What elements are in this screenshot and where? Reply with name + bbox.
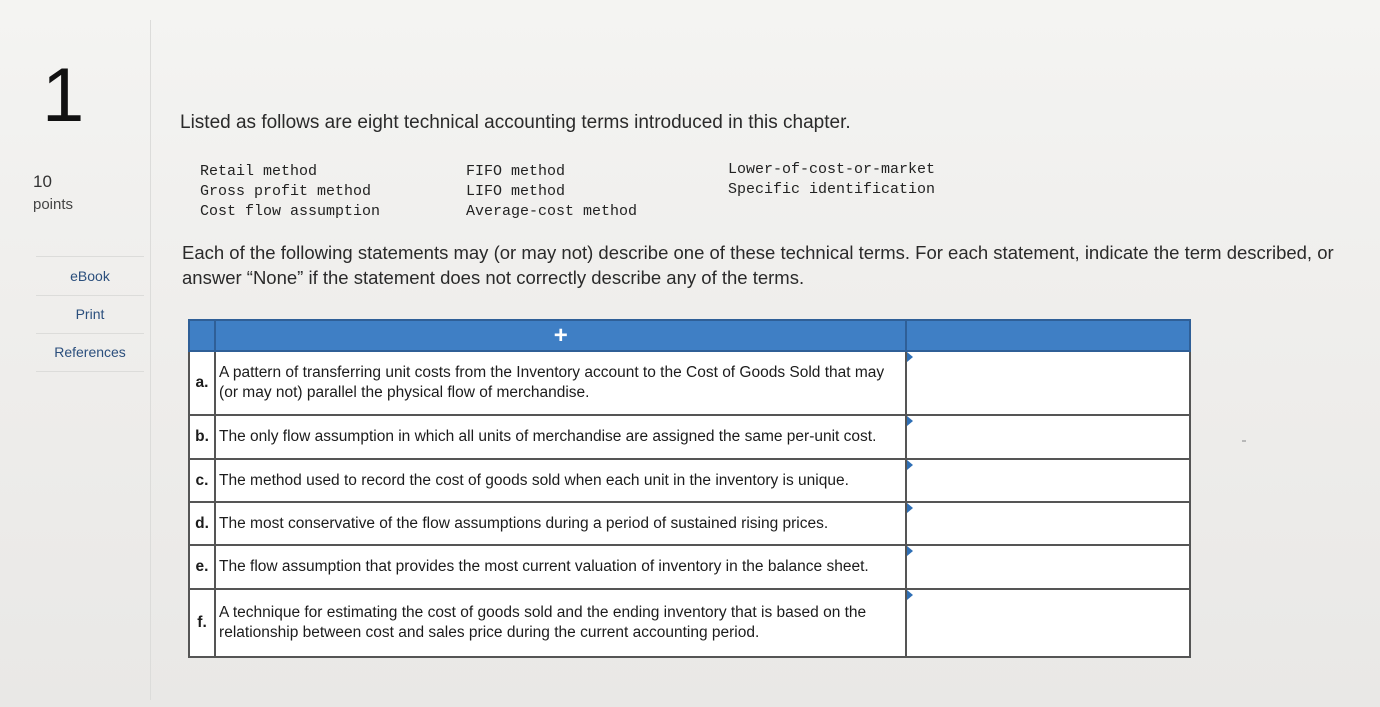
table-row [189,415,1190,459]
row-statement: A pattern of transferring unit costs from the Inventory account to the Cost of Goods Sold that may (or may not) parallel the physical flow of merchandise. [215,351,906,415]
answer-dropdown[interactable] [906,459,1190,502]
row-letter: d. [189,502,215,545]
term-fifo-method: FIFO method [466,163,566,180]
terms-column-1 [200,162,380,222]
table-row [189,589,1190,657]
row-statement: The only flow assumption in which all units of merchandise are assigned the same per-unit cost. [215,415,906,459]
dropdown-marker-icon [907,546,913,556]
question-content [180,112,1360,288]
answer-table [188,319,1191,658]
dropdown-marker-icon [907,352,913,362]
answer-dropdown[interactable] [906,351,1190,415]
term-lower-of-cost-or-market: Lower-of-cost-or-market [728,161,936,178]
plus-icon[interactable]: + [553,321,568,349]
header-statement-cell [215,320,906,351]
references-link[interactable]: References [36,334,144,372]
side-links [36,256,144,372]
row-statement: The method used to record the cost of goods sold when each unit in the inventory is unique. [215,459,906,502]
row-letter: e. [189,545,215,589]
row-statement: The most conservative of the flow assumptions during a period of sustained rising prices. [215,502,906,545]
dropdown-marker-icon [907,416,913,426]
intro-text: Listed as follows are eight technical accounting terms introduced in this chapter. [180,112,851,133]
answer-dropdown[interactable] [906,589,1190,657]
divider [1242,440,1246,442]
dropdown-marker-icon [907,503,913,513]
row-letter: f. [189,589,215,657]
print-link[interactable]: Print [36,296,144,334]
dropdown-marker-icon [907,590,913,600]
term-retail-method: Retail method [200,163,318,180]
answer-dropdown[interactable] [906,502,1190,545]
terms-column-2 [466,162,637,222]
table-row [189,545,1190,589]
term-average-cost-method: Average-cost method [466,203,638,220]
term-specific-identification: Specific identification [728,181,936,198]
row-statement: The flow assumption that provides the most current valuation of inventory in the balance sheet. [215,545,906,589]
points-value: 10 [33,172,52,191]
header-answer-cell [906,320,1190,351]
instructions-text: Each of the following statements may (or may not) describe one of these technical terms. For each statement, indicate the term described, or answer “None” if the statement does not correctly describe any of the terms. [182,242,1334,288]
points-label: points [33,196,74,213]
terms-column-3 [728,160,935,200]
term-gross-profit-method: Gross profit method [200,183,372,200]
row-letter: a. [189,351,215,415]
question-number: 1 [42,53,83,138]
row-statement: A technique for estimating the cost of goods sold and the ending inventory that is based on the relationship between cost and sales price during the current accounting period. [215,589,906,657]
term-cost-flow-assumption: Cost flow assumption [200,203,381,220]
dropdown-marker-icon [907,460,913,470]
answer-dropdown[interactable] [906,415,1190,459]
answer-dropdown[interactable] [906,545,1190,589]
ebook-link[interactable]: eBook [36,257,144,296]
table-row [189,459,1190,502]
row-letter: c. [189,459,215,502]
table-row [189,502,1190,545]
table-row [189,351,1190,415]
header-letter-cell [189,320,215,351]
row-letter: b. [189,415,215,459]
table-header-row [189,320,1190,351]
term-lifo-method: LIFO method [466,183,566,200]
